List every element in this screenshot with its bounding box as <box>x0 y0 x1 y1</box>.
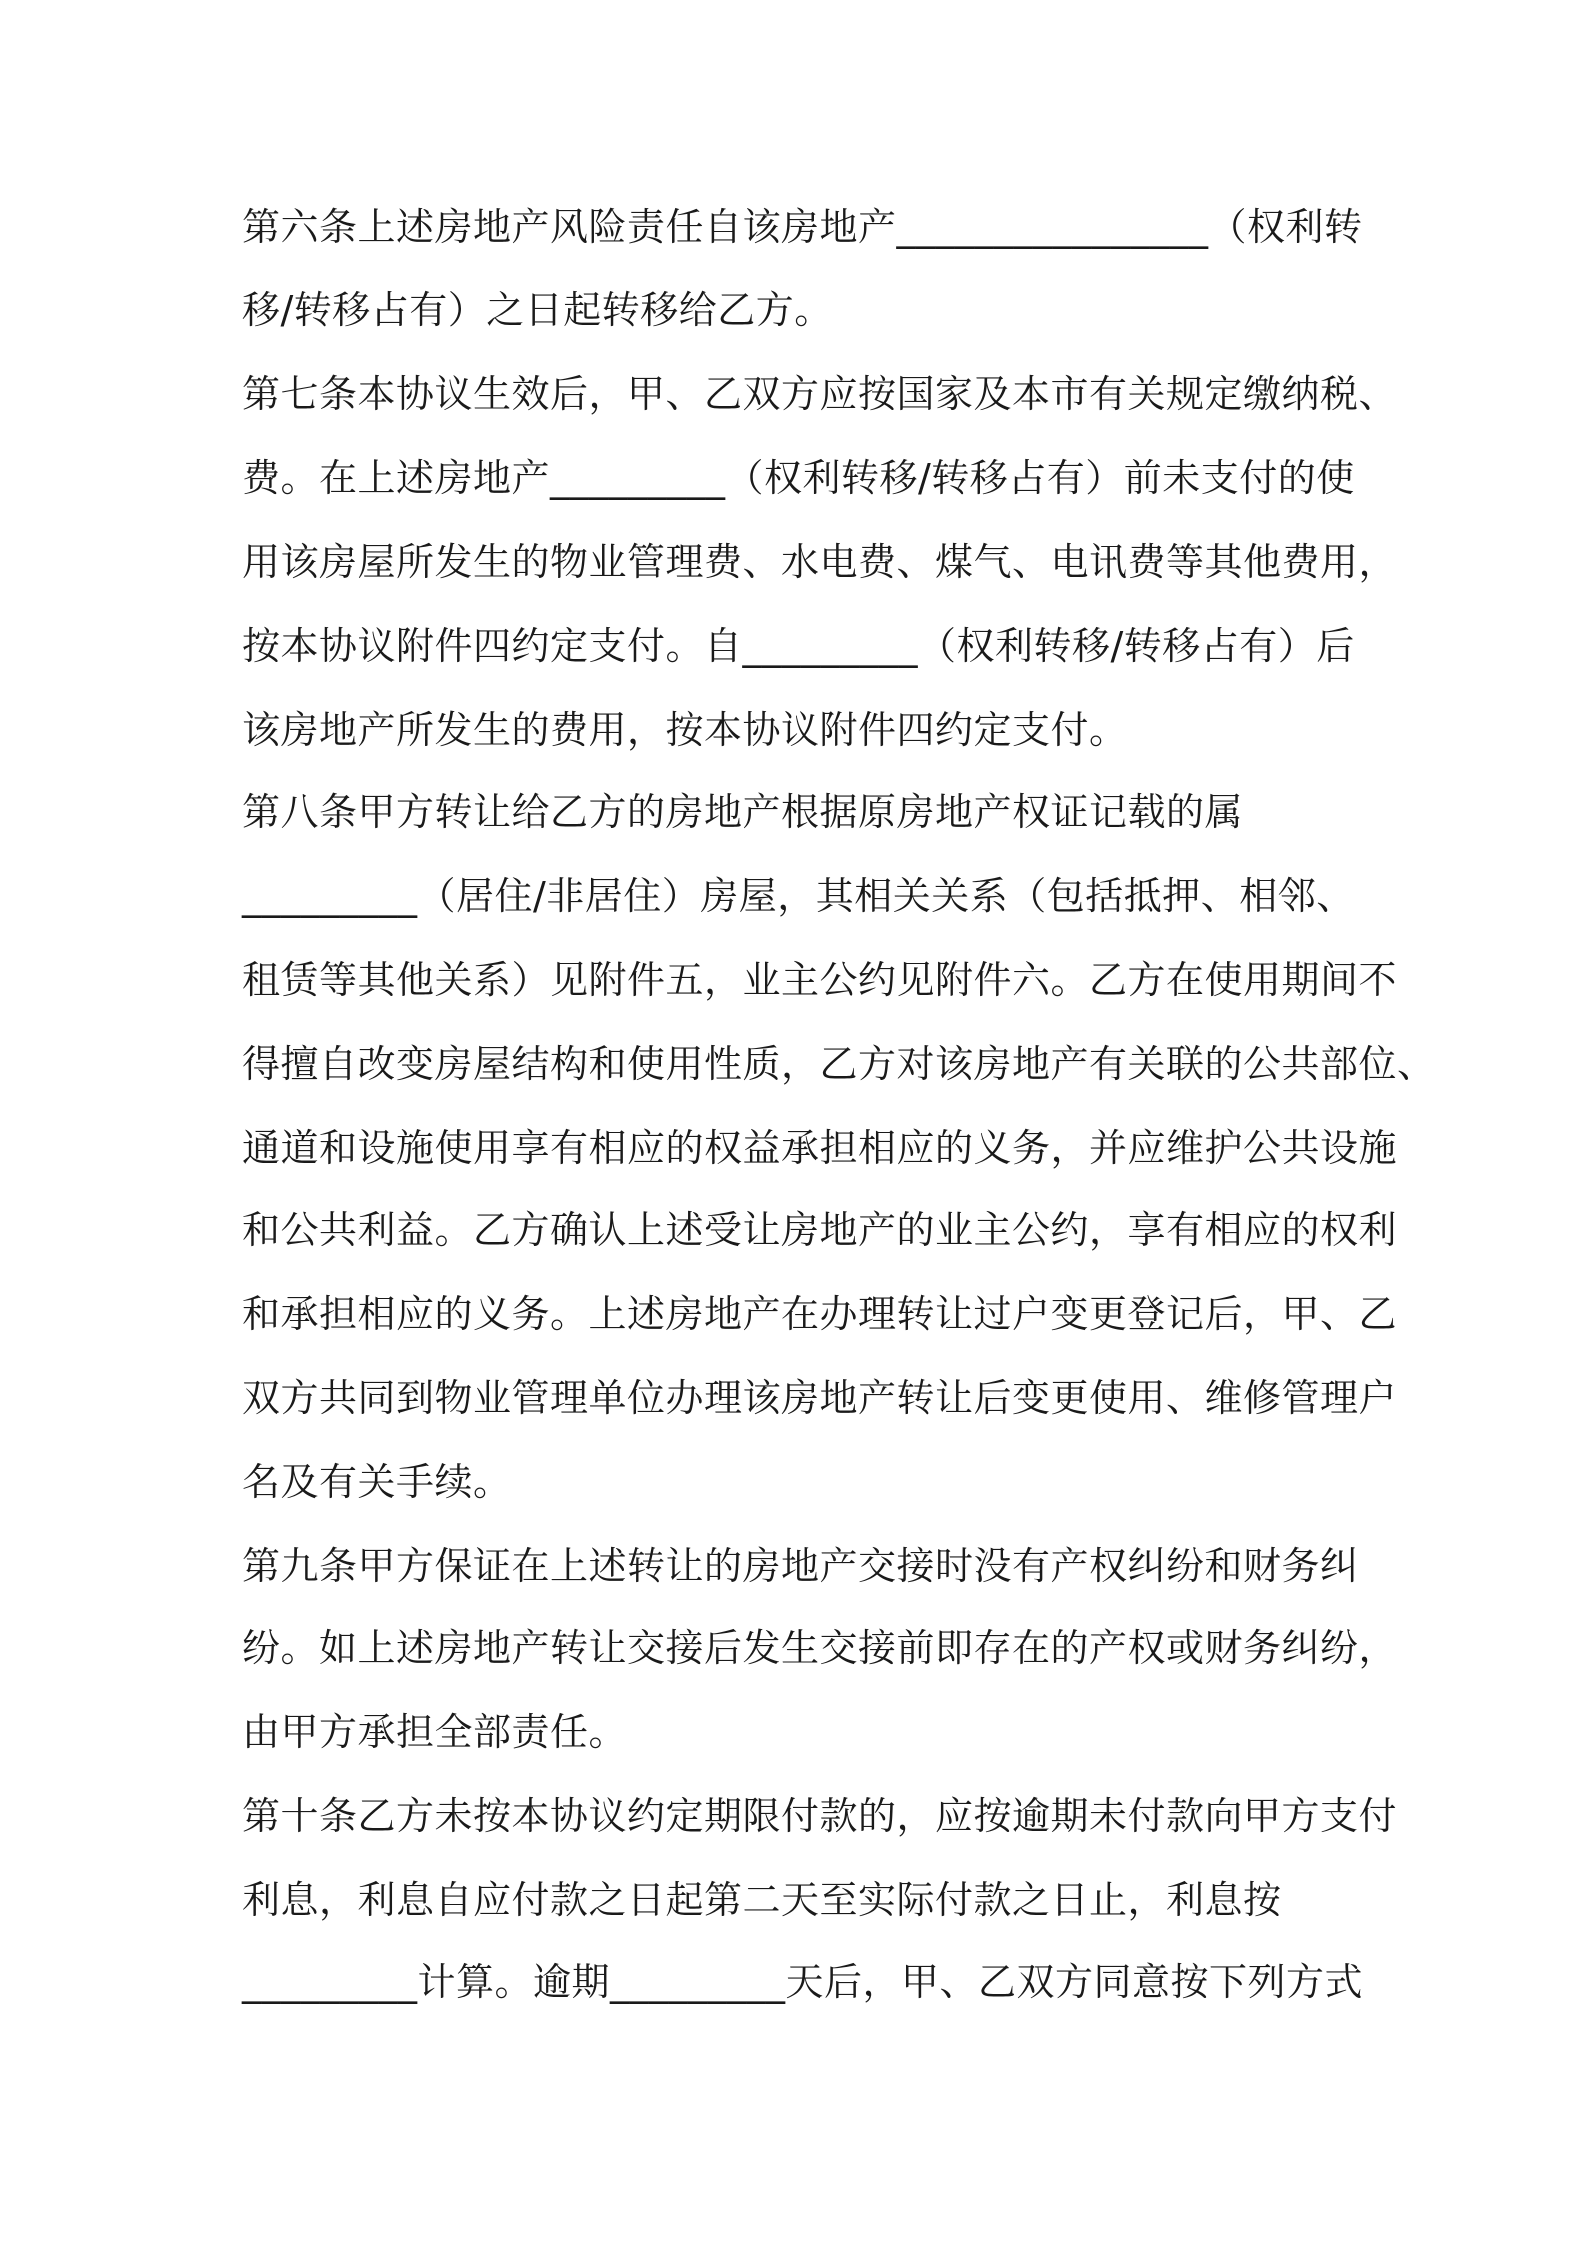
text-line: 利息，利息自应付款之日起第二天至实际付款之日止，利息按 <box>242 1878 1282 1922</box>
text-line: 纷。如上述房地产转让交接后发生交接前即存在的产权或财务纠纷， <box>242 1626 1398 1670</box>
text-line: 名及有关手续。 <box>242 1460 512 1504</box>
text-line: 第八条甲方转让给乙方的房地产根据原房地产权证记载的属 <box>242 790 1244 834</box>
text-line: 第七条本协议生效后，甲、乙双方应按国家及本市有关规定缴纳税、 <box>242 372 1398 416</box>
text-line: 通道和设施使用享有相应的权益承担相应的义务，并应维护公共设施 <box>242 1126 1398 1170</box>
text-line: 第九条甲方保证在上述转让的房地产交接时没有产权纠纷和财务纠 <box>242 1544 1359 1588</box>
text-line: 按本协议附件四约定支付。自_________（权利转移/转移占有）后 <box>242 624 1355 668</box>
text-line: 得擅自改变房屋结构和使用性质，乙方对该房地产有关联的公共部位、 <box>242 1042 1436 1086</box>
text-line: 移/转移占有）之日起转移给乙方。 <box>242 288 833 332</box>
text-line: 用该房屋所发生的物业管理费、水电费、煤气、电讯费等其他费用， <box>242 540 1398 584</box>
text-line: 费。在上述房地产_________（权利转移/转移占有）前未支付的使 <box>242 456 1355 500</box>
text-line: 第六条上述房地产风险责任自该房地产________________（权利转 <box>242 205 1363 249</box>
text-line: 和公共利益。乙方确认上述受让房地产的业主公约，享有相应的权利 <box>242 1208 1398 1252</box>
text-line: 第十条乙方未按本协议约定期限付款的，应按逾期未付款向甲方支付 <box>242 1794 1398 1838</box>
text-line: 该房地产所发生的费用，按本协议附件四约定支付。 <box>242 708 1128 752</box>
text-line: 由甲方承担全部责任。 <box>242 1710 628 1754</box>
text-line: 和承担相应的义务。上述房地产在办理转让过户变更登记后，甲、乙 <box>242 1292 1398 1336</box>
text-line: 租赁等其他关系）见附件五，业主公约见附件六。乙方在使用期间不 <box>242 958 1398 1002</box>
text-line: _________（居住/非居住）房屋，其相关关系（包括抵押、相邻、 <box>242 874 1355 918</box>
text-line: _________计算。逾期_________天后，甲、乙双方同意按下列方式 <box>242 1960 1364 2004</box>
text-line: 双方共同到物业管理单位办理该房地产转让后变更使用、维修管理户 <box>242 1376 1398 1420</box>
